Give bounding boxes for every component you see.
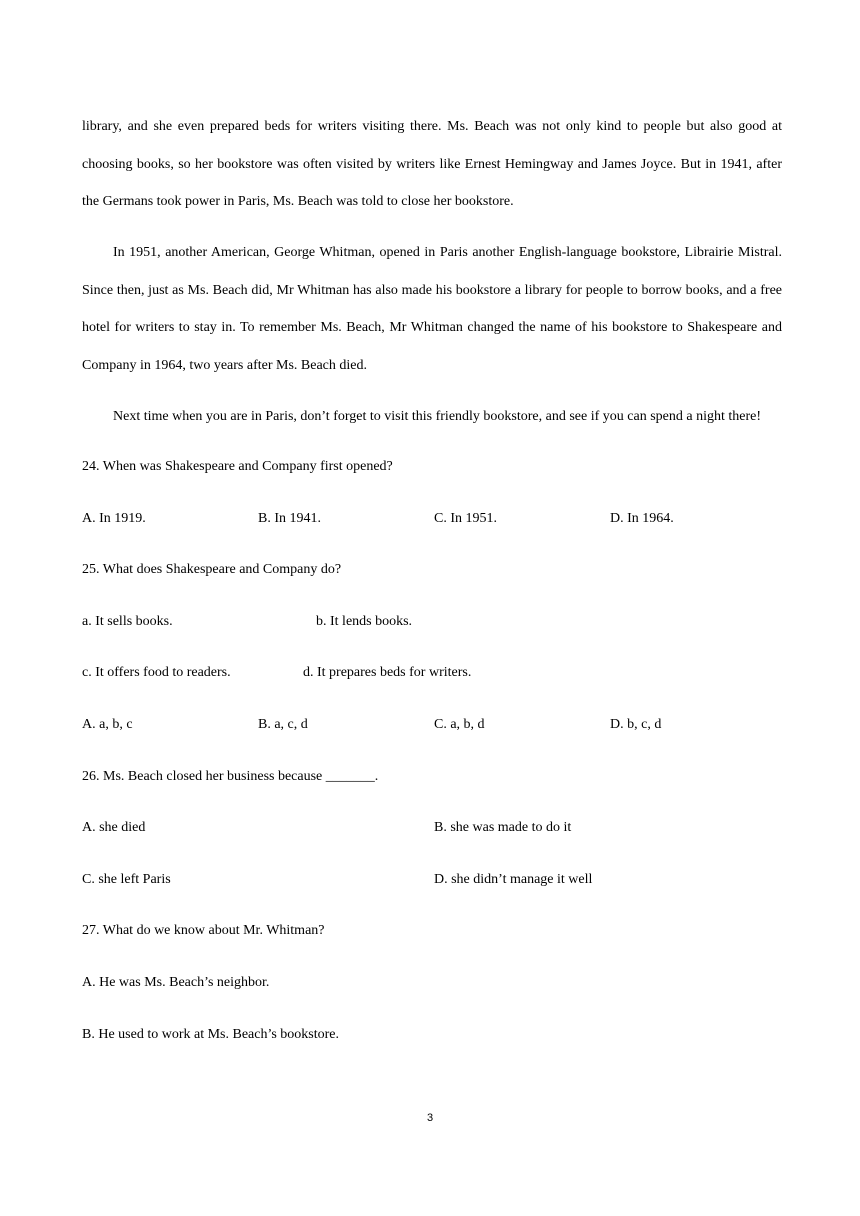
question-27-stem [82, 905, 782, 957]
statement-b: b. It lends books. [316, 613, 413, 629]
option-a: A. In 1919. [82, 510, 146, 526]
option-b: B. He used to work at Ms. Beach’s bookstore. [82, 1026, 340, 1042]
option-a: A. a, b, c [82, 716, 133, 732]
question-text: 24. When was Shakespeare and Company first opened? [82, 459, 393, 474]
question-24-options [82, 493, 782, 545]
question-text: 26. Ms. Beach closed her business because _______. [82, 768, 379, 784]
passage-paragraph-1: library, and she even prepared beds for writers visiting there. Ms. Beach was not only kind to people but also good at choosing books, so her bookstore was often visited by writers like Ernest Hemingway and James Joyce. But in 1941, after the Germans took power in Paris, Ms. Beach was told to close her bookstore. [82, 119, 782, 209]
option-b: B. a, c, d [258, 716, 308, 732]
question-26-options-ab [82, 802, 782, 854]
passage-paragraph-3: Next time when you are in Paris, don’t forget to visit this friendly bookstore, and see if you can spend a night there! [113, 408, 762, 424]
statement-a: a. It sells books. [82, 613, 173, 629]
passage-paragraph-2: In 1951, another American, George Whitman, opened in Paris another English-language bookstore, Librairie Mistral. Since then, just as Ms. Beach did, Mr Whitman has also made his bookstore a library for people to borrow books, and a free hotel for writers to stay in. To remember Ms. Beach, Mr Whitman changed the name of his bookstore to Shakespeare and Company in 1964, two years after Ms. Beach died. [82, 245, 782, 373]
option-c: C. she left Paris [82, 871, 171, 887]
question-25-statements-cd [82, 647, 782, 699]
question-text: 25. What does Shakespeare and Company do? [82, 562, 342, 578]
question-26-options-cd [82, 854, 782, 906]
option-c: C. In 1951. [434, 510, 497, 526]
option-c: C. a, b, d [434, 716, 485, 732]
option-a: A. He was Ms. Beach’s neighbor. [82, 974, 270, 990]
question-25-statements-ab [82, 596, 782, 648]
question-27-option-a [82, 957, 782, 1009]
option-b: B. she was made to do it [434, 820, 572, 836]
question-27-option-b [82, 1009, 782, 1061]
page-number: 3 [426, 1112, 434, 1124]
question-25-stem [82, 544, 782, 596]
option-a: A. she died [82, 820, 146, 836]
option-d: D. b, c, d [610, 716, 662, 732]
question-text: 27. What do we know about Mr. Whitman? [82, 923, 325, 939]
question-25-options [82, 699, 782, 751]
option-d: D. In 1964. [610, 510, 674, 526]
option-b: B. In 1941. [258, 510, 321, 526]
statement-d: d. It prepares beds for writers. [303, 665, 472, 681]
option-d: D. she didn’t manage it well [434, 871, 593, 887]
statement-c: c. It offers food to readers. [82, 665, 231, 681]
document-page [82, 108, 782, 1060]
question-26-stem [82, 751, 782, 803]
question-24-stem [82, 441, 782, 493]
